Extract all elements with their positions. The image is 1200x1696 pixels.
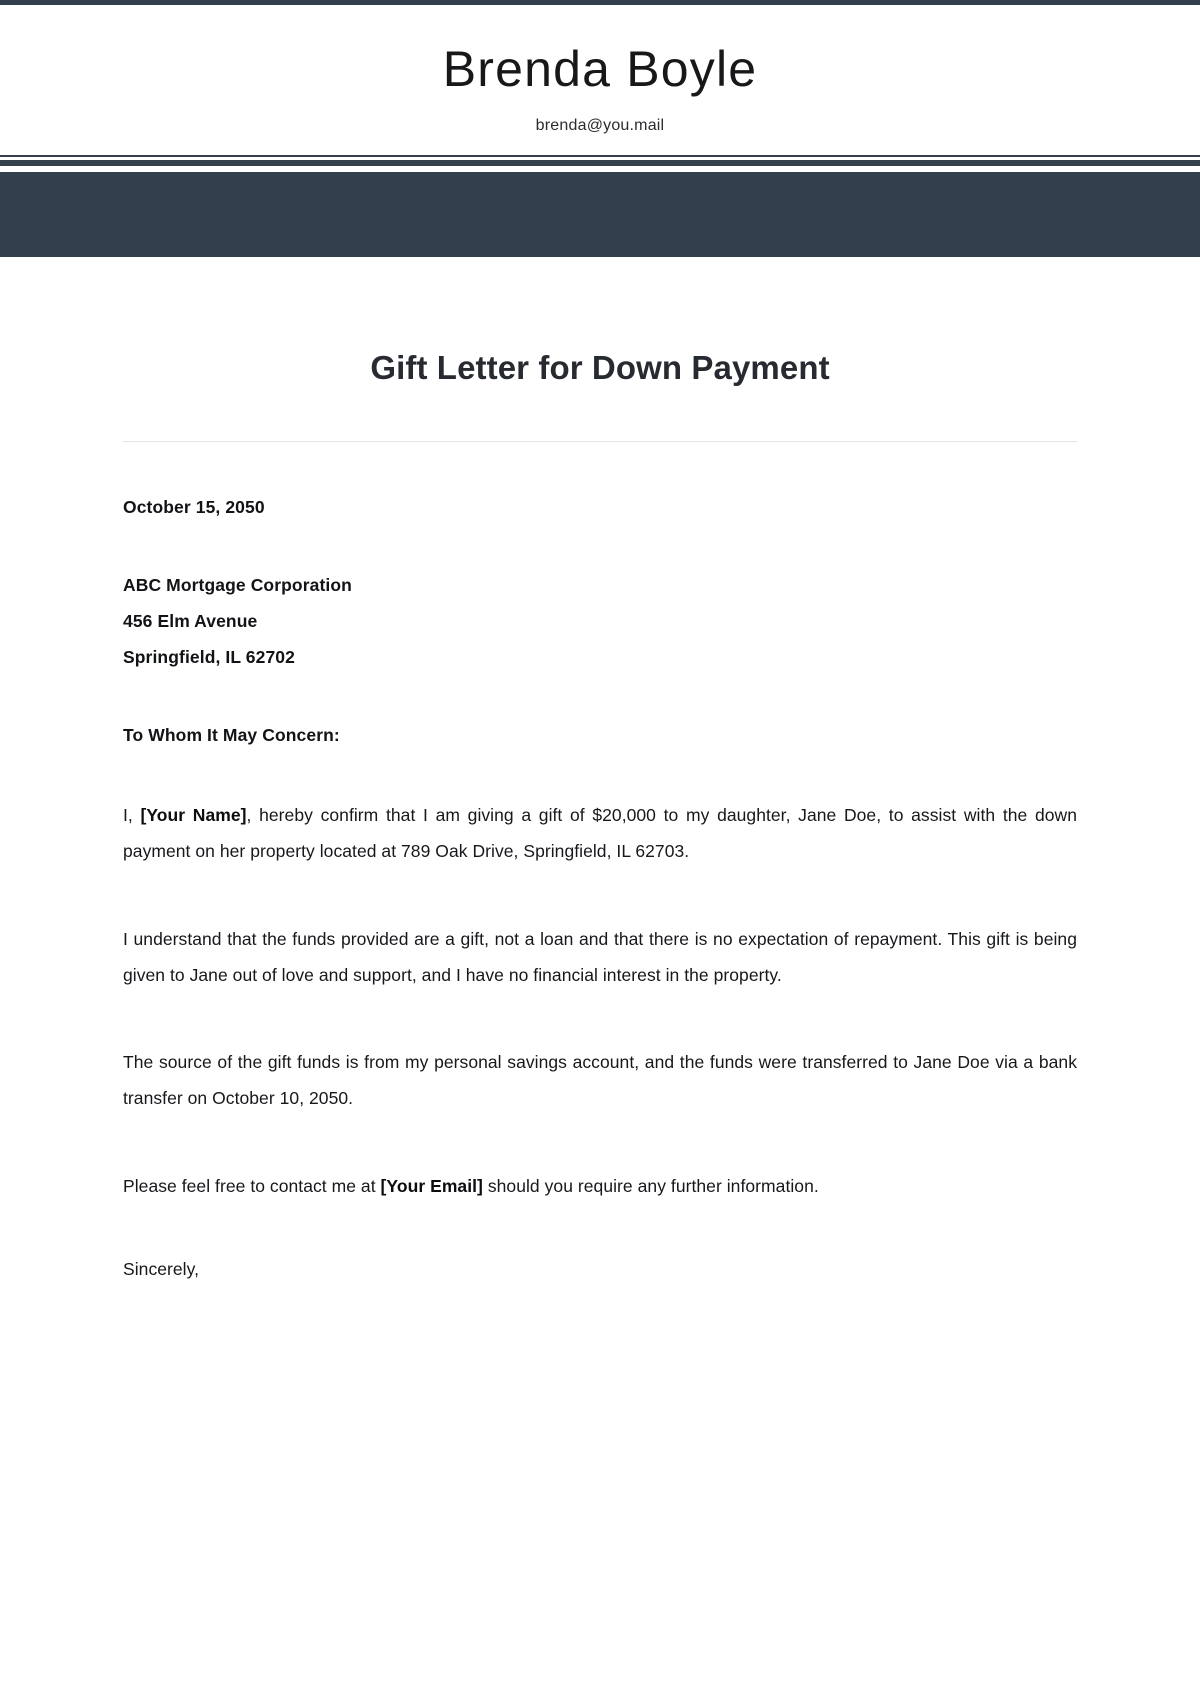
page-title: Gift Letter for Down Payment <box>370 349 830 386</box>
your-email-placeholder: [Your Email] <box>380 1176 483 1197</box>
letter-paragraph-3: The source of the gift funds is from my personal savings account, and the funds were transferred to Jane Doe via a bank transfer on October 10, 2050. <box>123 1052 1077 1109</box>
recipient-company: ABC Mortgage Corporation <box>123 575 352 596</box>
your-name-placeholder: [Your Name] <box>140 804 247 825</box>
paragraph-1-text-a: I, <box>123 804 141 825</box>
paragraph-4-text-b: should you require any further information. <box>482 1176 819 1197</box>
letter-salutation: To Whom It May Concern: <box>123 724 340 745</box>
letter-paragraph-2: I understand that the funds provided are a gift, not a loan and that there is no expectation of repayment. This gift is being given to Jane out of love and support, and I have no financial interest in the property. <box>123 928 1077 985</box>
paragraph-4-text-a: Please feel free to contact me at <box>123 1176 381 1197</box>
letter-closing: Sincerely, <box>123 1259 200 1279</box>
title-divider <box>123 441 1077 442</box>
letterhead-name: Brenda Boyle <box>442 41 758 97</box>
header-accent-band <box>0 172 1200 257</box>
recipient-city-state-zip: Springfield, IL 62702 <box>123 647 295 667</box>
paragraph-1-text-b: , hereby confirm that I am giving a gift of $20,000 to my daughter, Jane Doe, to assist with the down payment on her property located at 789 Oak Drive, Springfield, IL 62703. <box>123 804 1077 861</box>
letterhead <box>0 0 1200 155</box>
letter-date: October 15, 2050 <box>123 497 265 517</box>
letterhead-email: brenda@you.mail <box>535 117 665 134</box>
letter-paragraph-4 <box>123 1169 1077 1205</box>
recipient-street: 456 Elm Avenue <box>123 611 258 632</box>
recipient-address-block <box>123 568 1077 676</box>
document-body <box>0 257 1200 1280</box>
letter-paragraph-1 <box>123 798 1077 870</box>
